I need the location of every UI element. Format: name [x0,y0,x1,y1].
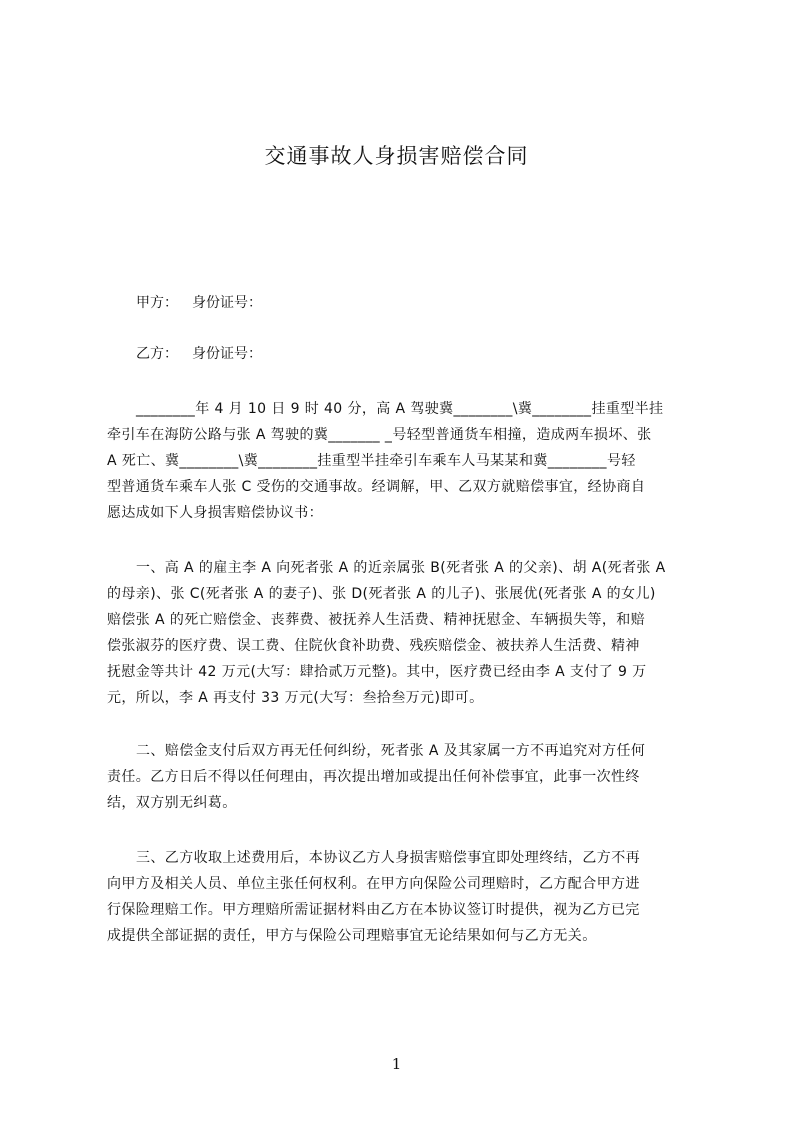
text-line: 元，所以，李 A 再支付 33 万元(大写：叁拾叁万元)即可。 [107,690,484,706]
text-line: 成提供全部证据的责任，甲方与保险公司理赔事宜无论结果如何与乙方无关。 [107,928,597,944]
text-line: 向甲方及相关人员、单位主张任何权利。在甲方向保险公司理赔时，乙方配合甲方进 [107,876,640,892]
party-a-label: 甲方： [136,295,178,311]
text-line: 三、乙方收取上述费用后，本协议乙方人身损害赔偿事宜即处理终结，乙方不再 [136,850,640,866]
text-line: 的母亲)、张 C(死者张 A 的妻子)、张 D(死者张 A 的儿子)、张展优(死者张 A 的女儿) [107,586,656,602]
clause-one [107,555,707,711]
page-title: 交通事故人身损害赔偿合同 [264,144,529,168]
text-line: 一、高 A 的雇主李 A 向死者张 A 的近亲属张 B(死者张 A 的父亲)、胡 A(死者张 A [136,560,666,576]
party-a-id-label: 身份证号： [192,295,262,311]
text-line: 抚慰金等共计 42 万元(大写：肆拾贰万元整)。其中，医疗费已经由李 A 支付了 9 万 [107,664,647,680]
clause-three [107,845,707,949]
text-line: ________年 4 月 10 日 9 时 40 分，高 A 驾驶冀________\冀________挂重型半挂 [136,401,664,417]
party-b-label: 乙方： [136,346,178,362]
text-line: 型普通货车乘车人张 C 受伤的交通事故。经调解，甲、乙双方就赔偿事宜，经协商自 [107,479,646,495]
page-number: 1 [391,1055,402,1073]
text-line: 牵引车在海防公路与张 A 驾驶的冀_______ _号轻型普通货车相撞，造成两车损坏、张 [107,427,652,443]
text-line: 偿张淑芬的医疗费、误工费、住院伙食补助费、残疾赔偿金、被扶养人生活费、精神 [107,638,640,654]
paragraph-accident-facts [107,396,707,526]
clause-two [107,738,707,816]
party-a-line [136,293,262,313]
text-line: 愿达成如下人身损害赔偿协议书： [107,505,323,521]
text-line: A 死亡、冀________\冀________挂重型半挂牵引车乘车人马某某和冀________号轻 [107,453,636,469]
text-line: 结，双方别无纠葛。 [107,795,237,811]
text-line: 行保险理赔工作。甲方理赔所需证据材料由乙方在本协议签订时提供，视为乙方已完 [107,902,640,918]
text-line: 二、赔偿金支付后双方再无任何纠纷，死者张 A 及其家属一方不再追究对方任何 [136,743,646,759]
text-line: 赔偿张 A 的死亡赔偿金、丧葬费、被抚养人生活费、精神抚慰金、车辆损失等，和赔 [107,612,646,628]
text-line: 责任。乙方日后不得以任何理由，再次提出增加或提出任何补偿事宜，此事一次性终 [107,769,640,785]
party-b-id-label: 身份证号： [192,346,262,362]
party-b-line [136,344,262,364]
